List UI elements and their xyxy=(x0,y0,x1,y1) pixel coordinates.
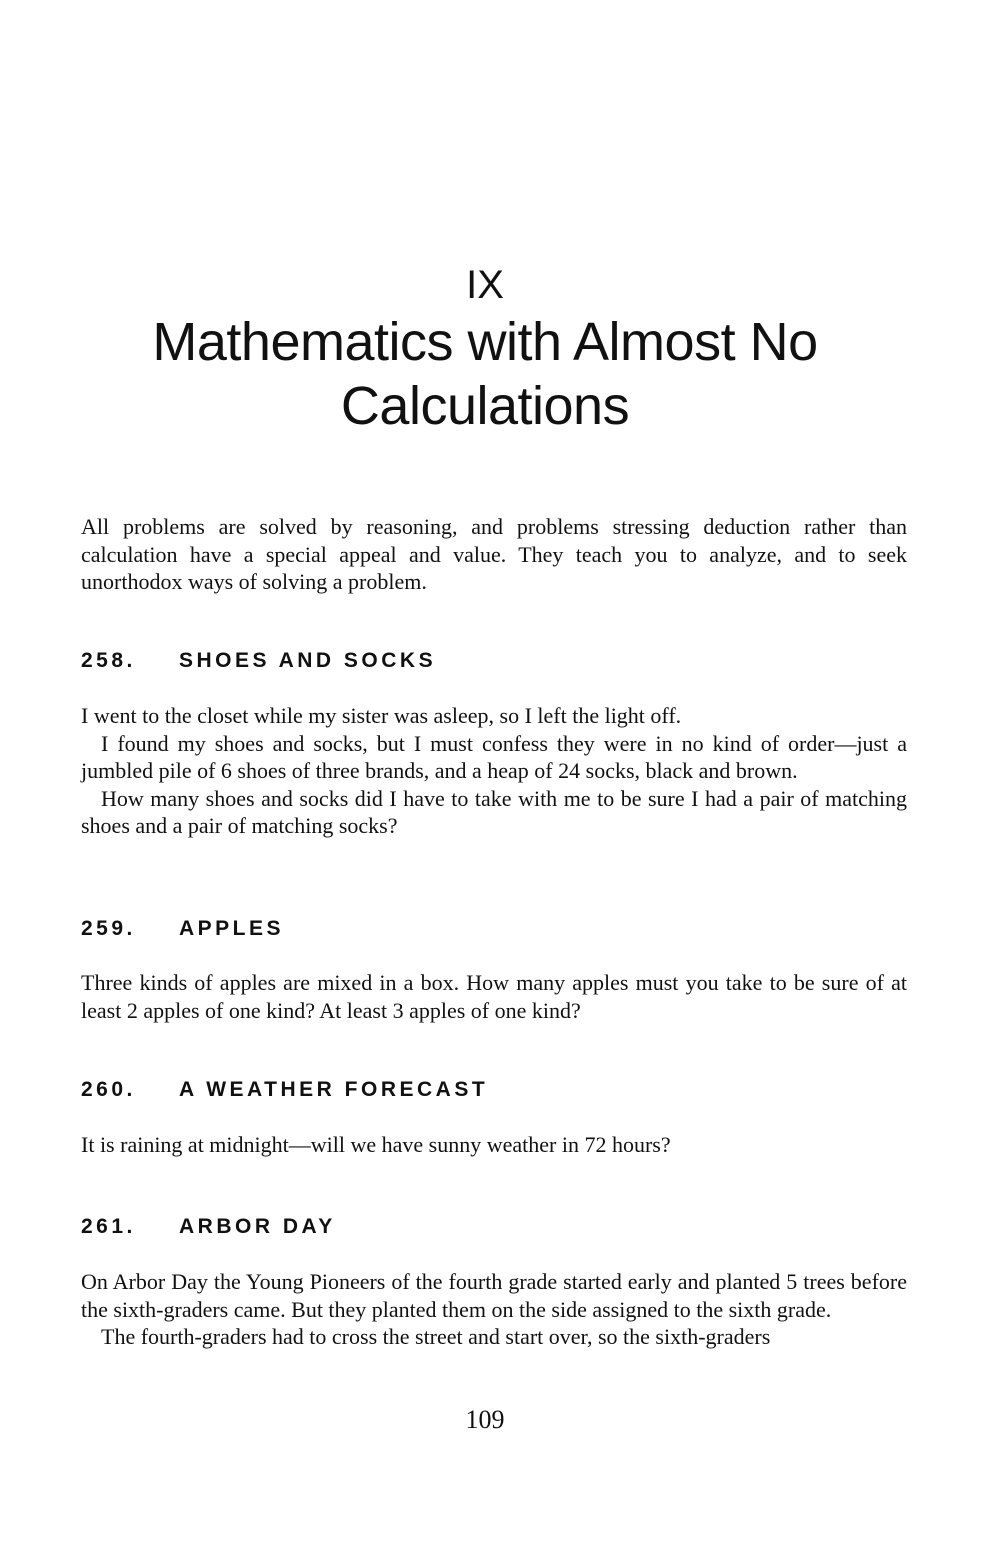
problem-title: APPLES xyxy=(179,917,285,940)
problem-heading xyxy=(81,1214,907,1240)
problem-paragraph: How many shoes and socks did I have to take with me to be sure I had a pair of matching shoes and a pair of matching socks? xyxy=(81,785,907,838)
problem-number: 261. xyxy=(81,1215,136,1238)
problem-title: SHOES AND SOCKS xyxy=(179,649,437,672)
problem-paragraph: Three kinds of apples are mixed in a box. How many apples must you take to be sure of at least 2 apples of one kind? At least 3 apples of one kind? xyxy=(81,970,907,1023)
problem-paragraph: I went to the closet while my sister was asleep, so I left the light off. xyxy=(81,703,682,728)
problem-paragraph: On Arbor Day the Young Pioneers of the fourth grade started early and planted 5 trees before the sixth-graders came. But they planted them on the side assigned to the sixth grade. xyxy=(81,1269,907,1322)
problem-heading xyxy=(81,648,907,674)
problem-title: A WEATHER FORECAST xyxy=(179,1078,489,1101)
chapter-title xyxy=(0,310,970,438)
problem-body xyxy=(81,1268,907,1351)
problem-title: ARBOR DAY xyxy=(179,1215,336,1238)
chapter-intro: All problems are solved by reasoning, and problems stressing deduction rather than calculation have a special appeal and value. They teach you to analyze, and to seek unorthodox ways of solving a problem. xyxy=(81,514,907,594)
problem-number: 259. xyxy=(81,917,136,940)
chapter-numeral: IX xyxy=(466,263,504,307)
problem-heading xyxy=(81,916,907,942)
problem-body xyxy=(81,702,907,840)
problem-number: 260. xyxy=(81,1078,136,1101)
problem-body xyxy=(81,1131,907,1159)
chapter-title-line-2: Calculations xyxy=(340,376,630,436)
chapter-title-line-1: Mathematics with Almost No xyxy=(152,312,818,372)
page-number: 109 xyxy=(465,1405,505,1434)
problem-paragraph: It is raining at midnight—will we have sunny weather in 72 hours? xyxy=(81,1132,671,1157)
problem-paragraph: The fourth-graders had to cross the street and start over, so the sixth-graders xyxy=(101,1324,771,1349)
problem-heading xyxy=(81,1077,907,1103)
problem-number: 258. xyxy=(81,649,136,672)
problem-body xyxy=(81,969,907,1024)
problem-paragraph: I found my shoes and socks, but I must confess they were in no kind of order—just a jumbled pile of 6 shoes of three brands, and a heap of 24 socks, black and brown. xyxy=(81,730,907,783)
